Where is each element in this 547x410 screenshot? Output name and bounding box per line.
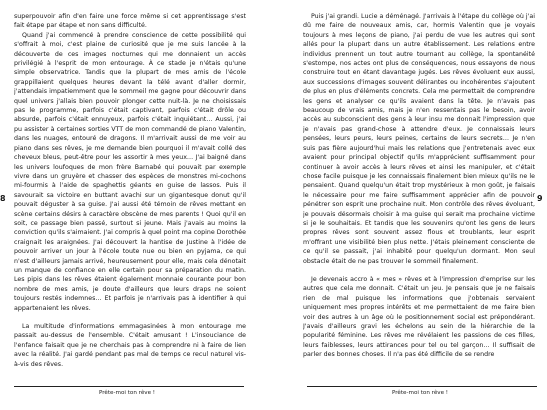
footer-divider	[307, 386, 537, 387]
footer-divider	[14, 386, 244, 387]
page-number-right: 9	[537, 194, 543, 203]
paragraph: La multitude d'informations emmagasinées à mon entourage me passait au-dessus de l'ensemble. C'était amusant ! L'insouciance de l'enfance faisait que je ne cherchais pas à comprendre ni à faire de lien avec la réalité. J'ai gardé pendant pas mal de temps ce recul naturel vis-à-vis des rêves.	[14, 323, 246, 368]
right-page	[299, 6, 541, 404]
paragraph: Quand j'ai commencé à prendre conscience de cette possibilité qui s'offrait à moi, c'est plaine de curiosité que je me suis lancée à la découverte de ces images nocturnes qui me donnaient un accès privilégié à l'esprit de mon entourage. À ce stade je n'étais qu'une simple observatrice. Tandis que la plupart de mes amis de l'école grappillaient quelques heures devant la télé avant d'aller dormir, j'attendais impatiemment que le sommeil me gagne pour découvrir dans quel univers j'allais bien pouvoir plonger cette nuit-là. Je ne choisissais pas le programme, parfois c'était captivant, parfois c'était drôle ou absurde, parfois c'était ennuyeux, parfois c'était inquiétant… Aussi, j'ai pu assister à certaines sorties VTT de mon commandé de piano Valentin, dans les nuages, entouré de dragons. Il m'arrivait aussi de me voir au piano dans ses rêves, je me demande bien pourquoi il m'avait collé des cheveux bleus, peut-être pour les assortir à mes yeux… J'ai baigné dans les univers loufoques de mon frère Barnabé qui pouvait par exemple vivre dans un gruyère et chasser des espèces de monstres mi-cochons mi-fourmis à l'aide de spaghettis géants en guise de lassos. Puis il savourait sa victoire en buttant avachi sur un gigantesque donut qu'il pouvait déguster à sa guise. J'ai aussi été témoin de rêves mettant en scène certains désirs à caractère obscène de mes parents ! Quoi qu'il en soit, ce passage bien passé, surtout si jeune. Mais j'avais au moins la conviction qu'ils s'aimaient. J'ai compris à quel point ma copine Dorothée craignait les araignées. J'ai découvert la hantise de Justine à l'idée de pouvoir arriver un jour à l'école toute nue ou bien en pyjama, ce qui n'est d'ailleurs jamais arrivé, heureusement pour elle, mais cela dénotait un manque de confiance en elle certain pour sa préparation du matin. Les pipis dans les rêves étaient également monnaie courante pour bon nombre de mes amis, je doute d'ailleurs que leurs draps ne soient toujours restés indemnes… Et parfois je n'arrivais pas à identifier à qui appartenaient les rêves.	[14, 31, 246, 312]
right-page-text	[303, 12, 535, 378]
page-number-left: 8	[0, 194, 6, 203]
left-page-text	[14, 12, 246, 378]
running-footer: Prête-moi ton rêve !	[391, 390, 449, 396]
paragraph-spacer	[14, 313, 246, 322]
paragraph: Puis j'ai grandi. Lucie a déménagé. J'arrivais à l'étape du collège où j'ai dû me faire de nouveaux amis, car, hormis Valentin que je voyais toujours à mes leçons de piano, j'ai perdu de vue les autres qui sont allés pour la plupart dans un autre établissement. Les relations entre individus prennent un tout autre tournant au collège, la spontanéité s'estompe, nos actes ont plus de conséquences, nous essayons de nous construire tout en étant davantage jugés. Les rêves évoluent eux aussi, aux successions d'images souvent délirantes ou incohérentes s'ajoutent de plus en plus d'éléments concrets. Cela me permettait de comprendre les gens et analyser ce qu'ils avaient dans la tête. Je n'avais pas beaucoup de vrais amis, mais je n'en ressentais pas le besoin, avoir accès au subconscient des gens à leur insu me donnait l'impression que je n'avais pas grand-chose à attendre d'eux. Je connaissais leurs pensées, leurs peurs, leurs peines, certains de leurs secrets… Je n'en suis pas fière aujourd'hui mais les relations que j'entretenais avec eux avaient pour principal objectif qu'ils m'apprécient suffisamment pour continuer à avoir accès à leurs rêves et ainsi les manipuler, et c'était chose facile puisque je les connaissais finalement bien mieux qu'ils ne le pensaient. Quand quelqu'un était trop mystérieux à mon goût, je faisais le nécessaire pour me faire suffisamment apprécier afin de pouvoir pénétrer son esprit une prochaine nuit. Mon contrôle des rêves évoluant, je pouvais désormais choisir à ma guise qui serait ma prochaine victime si je le souhaitais. Et tandis que les souvenirs qu'ont les gens de leurs propres rêves sont souvent assez flous et troublants, leur esprit m'offrant une visibilité bien plus nette. J'étais pleinement consciente de ce qu'il se passait, j'ai inhabité pour quelqu'un dormant. Mon seul obstacle était de ne pas trouver le sommeil finalement.	[303, 13, 535, 265]
left-page	[6, 6, 248, 404]
paragraph: Je devenais accro à « mes » rêves et à l'impression d'emprise sur les autres que cela me donnait. C'était un jeu. Je pensais que je ne faisais rien de mal puisque les informations que j'obtenais servaient uniquement mes propres intérêts et me permettaient de me faire bien voir des autres à un âge où le positionnement social est prépondérant. J'avais d'ailleurs gravi les échelons au sein de la hiérarchie de la popularité féminine. Les rêves me révélaient les passions de ces filles, leurs faiblesses, leurs attirances pour tel ou tel garçon… Il suffisait de parler des bonnes choses. Il n'a pas été difficile de se rendre	[303, 275, 535, 359]
paragraph-spacer	[303, 266, 535, 275]
running-footer: Prête-moi ton rêve !	[98, 390, 156, 396]
paragraph: superpouvoir afin d'en faire une force même si cet apprentissage s'est fait étape par étape et non sans difficulté.	[14, 13, 246, 30]
